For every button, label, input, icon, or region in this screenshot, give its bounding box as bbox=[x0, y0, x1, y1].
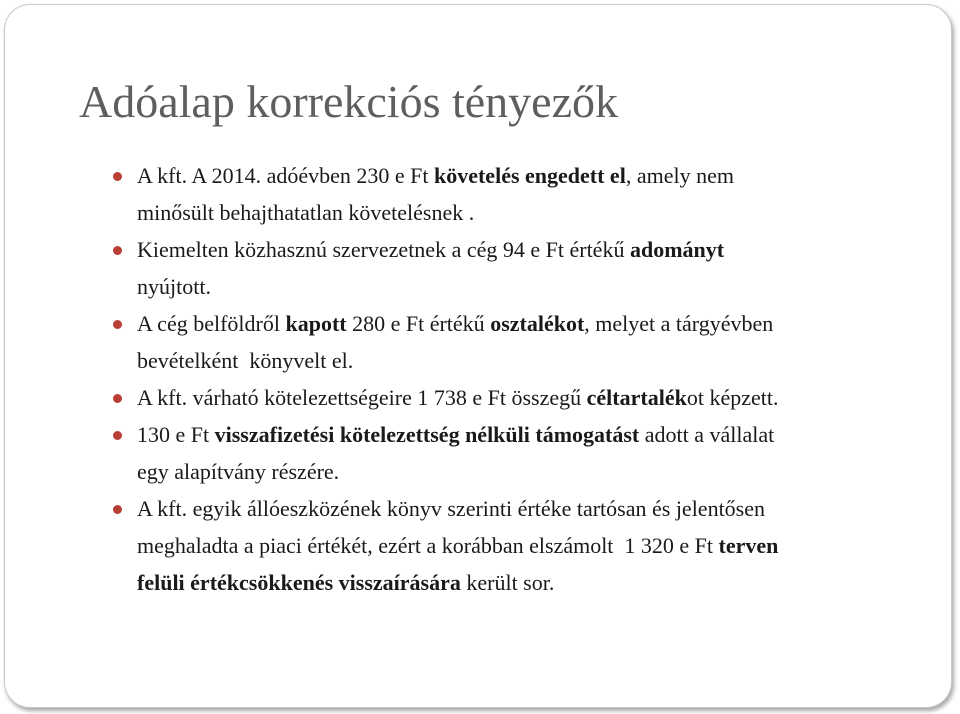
bullet-item-3 bbox=[113, 305, 913, 379]
text-segment: meghaladta a piaci értékét, ezért a korábban elszámolt 1 320 e Ft bbox=[137, 533, 719, 558]
bold-segment: terven bbox=[718, 533, 779, 558]
text-segment: nyújtott. bbox=[137, 274, 211, 299]
bullet-item-4 bbox=[113, 379, 913, 416]
text-segment: A kft. várható kötelezettségeire 1 738 e Ft összegű bbox=[137, 385, 587, 410]
bold-segment: céltartalék bbox=[586, 385, 687, 410]
text-segment: A cég belföldről bbox=[137, 311, 286, 336]
bold-segment: visszafizetési kötelezettség nélküli támogatást bbox=[214, 422, 640, 447]
text-segment: bevételként könyvelt el. bbox=[137, 348, 354, 373]
bullet-item-2 bbox=[113, 231, 913, 305]
bullet-list bbox=[113, 157, 913, 601]
text-segment: 280 e Ft értékű bbox=[346, 311, 491, 336]
text-segment: egy alapítvány részére. bbox=[137, 459, 340, 484]
text-segment: , melyet a tárgyévben bbox=[584, 311, 774, 336]
slide-title: Adóalap korrekciós tényezők bbox=[79, 76, 619, 127]
text-segment: minősült behajthatatlan követelésnek . bbox=[137, 200, 475, 225]
bold-segment: osztalékot bbox=[490, 311, 585, 336]
bullet-item-6 bbox=[113, 490, 913, 601]
bold-segment: felüli értékcsökkenés visszaírására bbox=[137, 570, 461, 595]
text-segment: A kft. egyik állóeszközének könyv szerinti értéke tartósan és jelentősen bbox=[137, 496, 766, 521]
text-segment: került sor. bbox=[460, 570, 555, 595]
slide-frame bbox=[4, 4, 952, 708]
text-segment: Kiemelten közhasznú szervezetnek a cég 94 e Ft értékű bbox=[137, 237, 630, 262]
text-segment: 130 e Ft bbox=[137, 422, 215, 447]
text-segment: , amely nem bbox=[625, 163, 734, 188]
text-segment: A kft. A 2014. adóévben 230 e Ft bbox=[137, 163, 434, 188]
bold-segment: követelés engedett el bbox=[433, 163, 626, 188]
bold-segment: kapott bbox=[285, 311, 347, 336]
text-segment: adott a vállalat bbox=[639, 422, 775, 447]
text-segment: ot képzett. bbox=[686, 385, 779, 410]
bullet-item-5 bbox=[113, 416, 913, 490]
bold-segment: adományt bbox=[629, 237, 725, 262]
bullet-item-1 bbox=[113, 157, 913, 231]
